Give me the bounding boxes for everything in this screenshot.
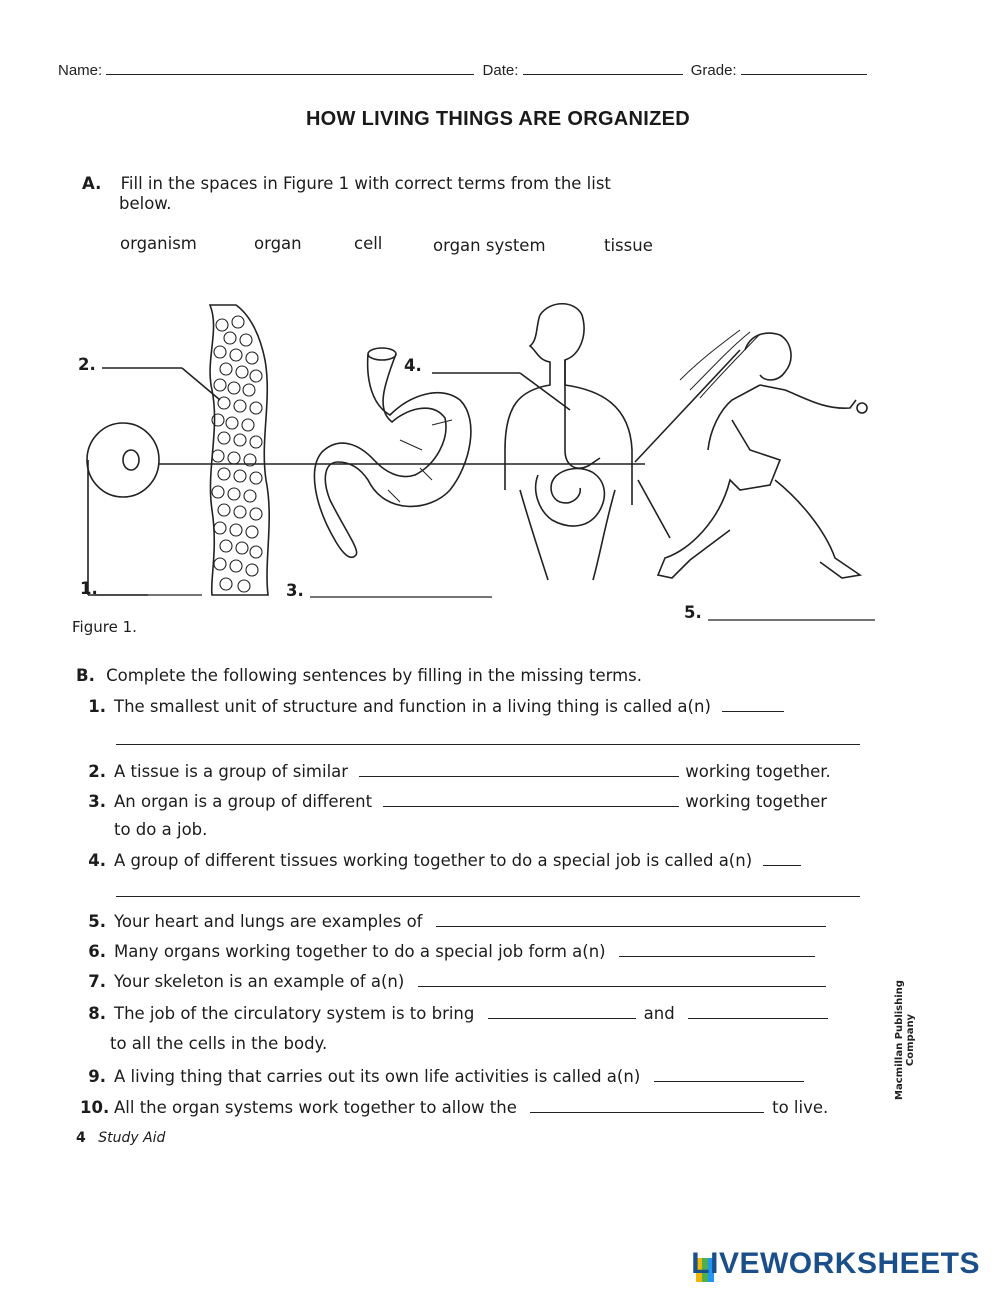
name-row [58, 62, 867, 79]
q3-text-b: working together [685, 792, 828, 811]
q6-text: Many organs working together to do a special job form a(n) [114, 942, 606, 961]
question-5 [80, 912, 826, 931]
q7-text: Your skeleton is an example of a(n) [114, 972, 405, 991]
publisher-credit [880, 955, 920, 1125]
page-number: 4 [76, 1130, 86, 1146]
q3-text-a: An organ is a group of different [114, 792, 373, 811]
term-organ-system: organ system [433, 236, 546, 255]
section-a-heading [82, 174, 611, 193]
q7-number: 7. [88, 972, 106, 991]
q4-answer-continued[interactable] [116, 896, 860, 897]
tissue-drawing [210, 305, 269, 595]
q1-number: 1. [88, 697, 106, 716]
q10-text-b: to live. [772, 1098, 829, 1117]
publisher-text: Macmillan Publishing Company [894, 980, 916, 1100]
q3-text-c: to do a job. [114, 820, 208, 839]
figure-1-diagram [60, 290, 900, 630]
q8-text-a: The job of the circulatory system is to bring [114, 1004, 475, 1023]
section-a-instruction-1: Fill in the spaces in Figure 1 with correct terms from the list [120, 174, 611, 193]
date-field[interactable] [523, 73, 683, 75]
q2-answer[interactable] [359, 762, 679, 777]
stomach-drawing [314, 348, 470, 557]
liveworksheets-brand: LIVEWORKSHEETS [691, 1247, 980, 1280]
question-8 [80, 1004, 828, 1023]
question-3 [80, 792, 827, 811]
q4-number: 4. [88, 851, 106, 870]
q7-answer[interactable] [418, 972, 826, 987]
q2-text-b: working together. [685, 762, 831, 781]
question-2 [80, 762, 831, 781]
page-footer [76, 1130, 165, 1146]
q9-answer[interactable] [654, 1067, 804, 1082]
grade-field[interactable] [741, 73, 867, 75]
section-b-heading [76, 666, 642, 685]
q8-answer-2[interactable] [688, 1004, 828, 1019]
q2-text-a: A tissue is a group of similar [114, 762, 349, 781]
q8-number: 8. [88, 1004, 106, 1023]
section-b-letter: B. [76, 666, 95, 685]
section-a-instruction-2: below. [119, 194, 172, 213]
question-1 [80, 697, 784, 716]
q3-number: 3. [88, 792, 106, 811]
q3-answer[interactable] [383, 792, 679, 807]
q10-number: 10. [80, 1098, 110, 1117]
q4-answer[interactable] [763, 851, 801, 866]
q8-answer-1[interactable] [488, 1004, 636, 1019]
name-field[interactable] [106, 73, 474, 75]
date-label: Date: [482, 62, 519, 79]
q6-number: 6. [88, 942, 106, 961]
question-10 [80, 1098, 828, 1117]
term-cell: cell [354, 234, 383, 253]
q1-answer-continued[interactable] [116, 744, 860, 745]
q8-text-b: and [643, 1004, 675, 1023]
q5-text: Your heart and lungs are examples of [114, 912, 423, 931]
q6-answer[interactable] [619, 942, 815, 957]
term-organism: organism [120, 234, 197, 253]
name-label: Name: [58, 62, 103, 79]
q10-answer[interactable] [530, 1098, 764, 1113]
q8-text-c: to all the cells in the body. [110, 1034, 328, 1053]
section-b-instruction: Complete the following sentences by filling in the missing terms. [106, 666, 643, 685]
page-title: HOW LIVING THINGS ARE ORGANIZED [305, 108, 691, 130]
q1-answer[interactable] [722, 697, 784, 712]
question-7 [80, 972, 826, 991]
organism-drawing [658, 330, 867, 578]
section-a-letter: A. [82, 174, 102, 193]
figure-caption: Figure 1. [72, 618, 137, 636]
q5-number: 5. [88, 912, 106, 931]
figure-label-2: 2. [78, 355, 96, 374]
study-aid-label: Study Aid [98, 1130, 166, 1146]
figure-label-4: 4. [404, 356, 422, 375]
q10-text-a: All the organ systems work together to allow the [114, 1098, 517, 1117]
q2-number: 2. [88, 762, 106, 781]
figure-label-1: 1. [80, 579, 98, 598]
organ-system-drawing [505, 304, 632, 580]
figure-label-5: 5. [684, 603, 702, 622]
question-4 [80, 851, 801, 870]
question-6 [80, 942, 815, 961]
term-tissue: tissue [604, 236, 653, 255]
q1-text: The smallest unit of structure and function in a living thing is called a(n) [114, 697, 711, 716]
q9-number: 9. [88, 1067, 106, 1086]
figure-label-3: 3. [286, 581, 304, 600]
question-9 [80, 1067, 804, 1086]
q4-text: A group of different tissues working together to do a special job is called a(n) [114, 851, 753, 870]
grade-label: Grade: [690, 62, 737, 79]
q5-answer[interactable] [436, 912, 826, 927]
q9-text: A living thing that carries out its own life activities is called a(n) [114, 1067, 641, 1086]
term-organ: organ [254, 234, 302, 253]
